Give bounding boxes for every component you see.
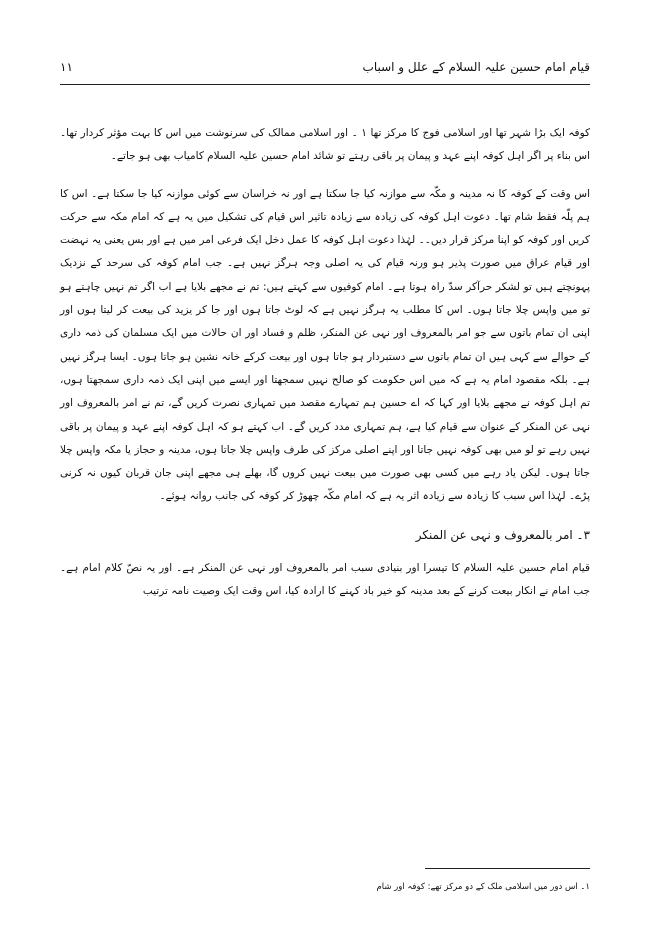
header-rule xyxy=(60,84,590,85)
paragraph-2: اس وقت کے کوفہ کا نہ مدینہ و مکّہ سے موازنہ کیا جا سکتا ہے اور نہ خراسان سے کوئی موازنہ کیا جا سکتا ہے۔ اس کا ہم پلّہ فقط شام تھا۔ دعوت اہل کوفہ کی زیادہ سے زیادہ تاثیر اس قیام کی تشکیل میں یہ ہے کہ امام مکہ سے حرکت کریں اور کوفہ کو اپنا مرکز قرار دیں۔۔ لہٰذا دعوت اہل کوفہ کا عمل دخل ایک فرعی امر میں ہے اور بس یعنی یہ نہضت اور قیام عراق میں صورت پذیر ہو ورنہ قیام کی یہ اصلی وجہ ہرگز نہیں ہے۔ جب امام کوفہ کی سرحد کے نزدیک پہونچتے ہیں تو لشکر حرآکر سدّ راہ ہوتا ہے۔ امام کوفیوں سے کہتے ہیں: تم نے مجھے بلایا ہے اب اگر تم نہیں چاہتے ہو تو میں واپس چلا جاتا ہوں۔ اس کا مطلب یہ ہرگز نہیں ہے کہ لوٹ جاتا ہوں اور جا کر یزید کی بیعت کر لیتا ہوں اور اپنی ان تمام باتوں سے جو امر بالمعروف اور نہی عن المنکر، ظلم و فساد اور ان حالات میں ایک مسلمان کی ذمہ داری کے حوالے سے کہی ہیں ان تمام باتوں سے دستبردار ہو جاتا ہوں اور بیعت کرکے خانہ نشین ہو جاتا ہوں۔ ایسا ہرگز نہیں ہے۔ بلکہ مقصود امام یہ ہے کہ میں اس حکومت کو صالح نہیں سمجھتا اور ایسے میں اپنی ایک ذمہ داری سمجھتا ہوں، تم اہل کوفہ نے مجھے بلایا اور کہا کہ اے حسین ہم تمہارے مقصد میں تمہاری نصرت کریں گے، تم نے امر بالمعروف اور نہی عن المنکر کے عنوان سے قیام کیا ہے، ہم تمہاری مدد کریں گے۔ اب کہتے ہو کہ اہل کوفہ اپنے عہد و پیمان پر باقی نہیں رہے تو لو میں بھی کوفہ نہیں جاتا اور اپنے اصلی مرکز کی طرف واپس چلا جاتا ہوں، مدینہ و حجاز یا مکہ واپس چلا جاتا ہوں۔ لیکن یاد رہے میں کسی بھی صورت میں بیعت نہیں کروں گا، بھلے ہی مجھے اپنی جان قربان کیوں نہ کرنی پڑے۔ لہٰذا اس سبب کا زیادہ سے زیادہ اثر یہ ہے کہ امام مکّہ چھوڑ کر کوفہ کی جانب روانہ ہوئے۔ xyxy=(60,187,590,503)
paragraph-1: کوفہ ایک بڑا شہر تھا اور اسلامی فوج کا مرکز تھا ۱ ۔ اور اسلامی ممالک کی سرنوشت میں اس کا بہت مؤثر کردار تھا۔ اس بناء پر اگر اہل کوفہ اپنے عہد و پیمان پر باقی رہتے تو شائد امام حسین علیہ السلام کامیاب بھی ہو جاتے۔ xyxy=(60,127,591,163)
running-title: قیام امام حسین علیہ السلام کے علل و اسباب xyxy=(362,60,590,74)
footnote: ۱۔ اس دور میں اسلامی ملک کے دو مرکز تھے: کوفہ اور شام xyxy=(376,882,590,892)
footnote-rule xyxy=(425,868,590,869)
section-heading: ۳۔ امر بالمعروف و نہی عن المنکر xyxy=(415,527,590,542)
page-number: ۱۱ xyxy=(60,60,73,74)
paragraph-3: قیام امام حسین علیہ السلام کا تیسرا اور بنیادی سبب امر بالمعروف اور نہی عن المنکر ہے۔ اور یہ نصّ کلام امام ہے۔ جب امام نے انکار بیعت کرنے کے بعد مدینہ کو خیر باد کہنے کا ارادہ کیا، اس وقت ایک وصیت نامہ ترتیب xyxy=(60,561,590,598)
page-body xyxy=(60,122,590,603)
page-header xyxy=(60,58,590,84)
